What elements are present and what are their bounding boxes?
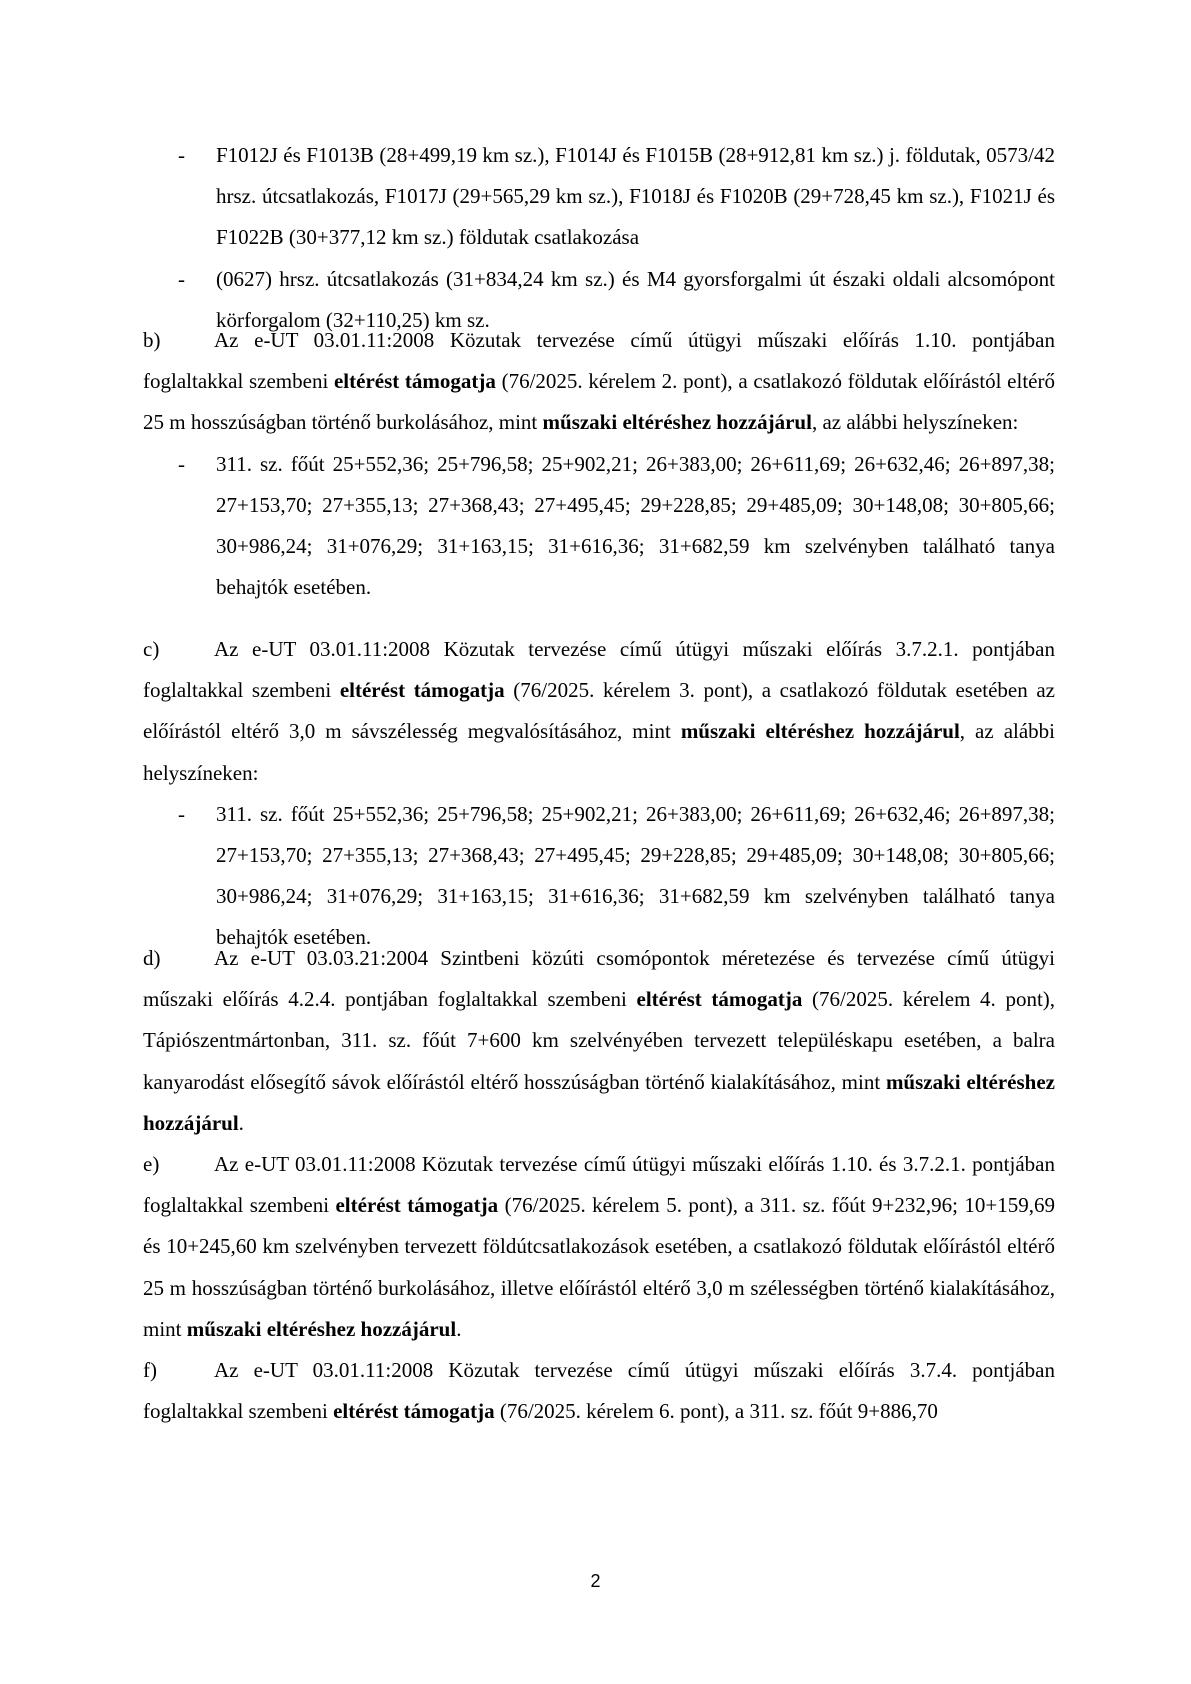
list-item: - (0627) hrsz. útcsatlakozás (31+834,24 km sz.) és M4 gyorsforgalmi út északi oldali alcsomópont körforgalom (32+110,25) km sz. [178,266,1055,332]
paragraph-c: c) Az e-UT 03.01.11:2008 Közutak tervezése című útügyi műszaki előírás 3.7.2.1. pontjában foglaltakkal szembeni eltérést támogatja (76/2025. kérelem 3. pont), a csatlakozó földutak esetében az előírástól eltérő 3,0 m sávszélesség megvalósításához, mint műszaki eltéréshez hozzájárul, az alábbi helyszíneken: - 311. sz. főút 25+552,36; 25+796,58; 25+902,21; 26+383,00; 26+611,69; 26+632,46; 26+897,38; 27+153,70; 27+355,13; 27+368,43; 27+495,45; 29+228,85; 29+485,09; 30+148,08; 30+805,66; 30+986,24; 31+076,29; 31+163,15; 31+616,36; 31+682,59 km szelvényben található tanya behajtók esetében. [143,629,1055,959]
list-item: - 311. sz. főút 25+552,36; 25+796,58; 25+902,21; 26+383,00; 26+611,69; 26+632,46; 26+897,38; 27+153,70; 27+355,13; 27+368,43; 27+495,45; 29+228,85; 29+485,09; 30+148,08; 30+805,66; 30+986,24; 31+076,29; 31+163,15; 31+616,36; 31+682,59 km szelvényben található tanya behajtók esetében. [178,801,1055,950]
paragraph-label: c) [143,637,160,661]
page-number: 2 [590,1571,601,1591]
paragraph-label: f) [143,1358,157,1382]
list-item: - F1012J és F1013B (28+499,19 km sz.), F1014J és F1015B (28+912,81 km sz.) j. földutak, 0573/42 hrsz. útcsatlakozás, F1017J (29+565,29 km sz.), F1018J és F1020B (29+728,45 km sz.), F1021J és F1022B (30+377,12 km sz.) földutak csatlakozása [178,143,1055,250]
paragraph-label: b) [143,328,161,352]
list-item: - 311. sz. főút 25+552,36; 25+796,58; 25+902,21; 26+383,00; 26+611,69; 26+632,46; 26+897,38; 27+153,70; 27+355,13; 27+368,43; 27+495,45; 29+228,85; 29+485,09; 30+148,08; 30+805,66; 30+986,24; 31+076,29; 31+163,15; 31+616,36; 31+682,59 km szelvényben található tanya behajtók esetében. [178,451,1055,600]
paragraph-f: f) Az e-UT 03.01.11:2008 Közutak tervezése című útügyi műszaki előírás 3.7.4. pontjában foglaltakkal szembeni eltérést támogatja (76/2025. kérelem 6. pont), a 311. sz. főút 9+886,70 [143,1350,1055,1432]
paragraph-label: d) [143,946,161,970]
paragraph-b: b) Az e-UT 03.01.11:2008 Közutak tervezése című útügyi műszaki előírás 1.10. pontjában foglaltakkal szembeni eltérést támogatja (76/2025. kérelem 2. pont), a csatlakozó földutak előírástól eltérő 25 m hosszúságban történő burkolásához, mint műszaki eltéréshez hozzájárul, az alábbi helyszíneken: - 311. sz. főút 25+552,36; 25+796,58; 25+902,21; 26+383,00; 26+611,69; 26+632,46; 26+897,38; 27+153,70; 27+355,13; 27+368,43; 27+495,45; 29+228,85; 29+485,09; 30+148,08; 30+805,66; 30+986,24; 31+076,29; 31+163,15; 31+616,36; 31+682,59 km szelvényben található tanya behajtók esetében. [143,320,1055,608]
top-bullet-list [143,135,1055,341]
paragraph-d: d) Az e-UT 03.03.21:2004 Szintbeni közúti csomópontok méretezése és tervezése című útügyi műszaki előírás 4.2.4. pontjában foglaltakkal szembeni eltérést támogatja (76/2025. kérelem 4. pont), Tápiószentmártonban, 311. sz. főút 7+600 km szelvényében tervezett településkapu esetében, a balra kanyarodást elősegítő sávok előírástól eltérő hosszúságban történő kialakításához, mint műszaki eltéréshez hozzájárul. [143,938,1055,1144]
paragraph-e: e) Az e-UT 03.01.11:2008 Közutak tervezése című útügyi műszaki előírás 1.10. és 3.7.2.1. pontjában foglaltakkal szembeni eltérést támogatja (76/2025. kérelem 5. pont), a 311. sz. főút 9+232,96; 10+159,69 és 10+245,60 km szelvényben tervezett földútcsatlakozások esetében, a csatlakozó földutak előírástól eltérő 25 m hosszúságban történő burkolásához, illetve előírástól eltérő 3,0 m szélességben történő kialakításához, mint műszaki eltéréshez hozzájárul. [143,1144,1055,1350]
paragraph-label: e) [143,1152,160,1176]
